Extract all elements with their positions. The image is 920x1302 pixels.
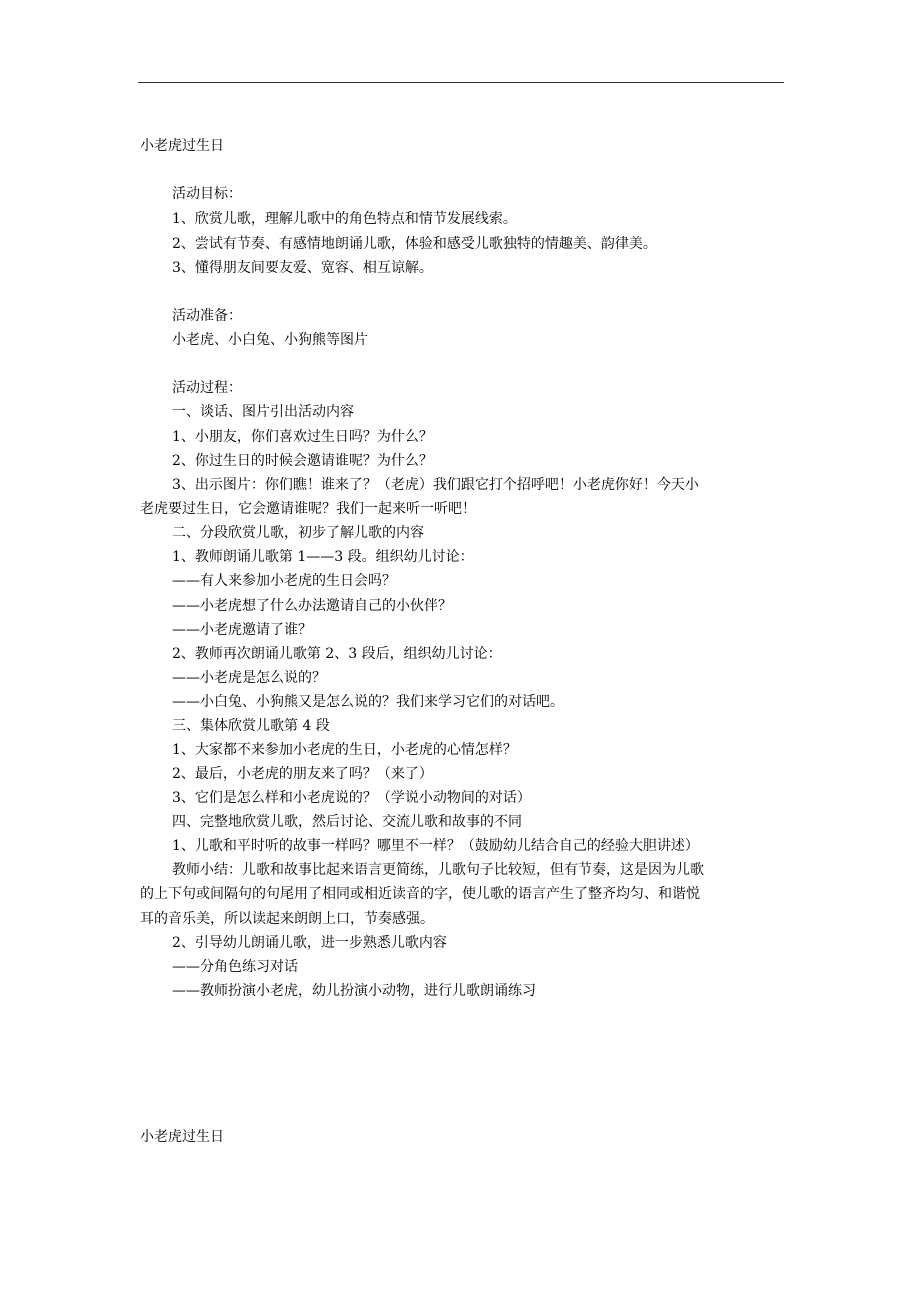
- section-title: 二、分段欣赏儿歌，初步了解儿歌的内容: [172, 525, 424, 541]
- discussion-item: ——小老虎是怎么说的？: [172, 670, 326, 686]
- summary-text: 耳的音乐美，所以读起来朗朗上口，节奏感强。: [140, 911, 434, 927]
- goal-item: 3、懂得朋友间要友爱、宽容、相互谅解。: [172, 260, 433, 276]
- discussion-item: ——小老虎想了什么办法邀请自己的小伙伴？: [172, 598, 452, 614]
- section-title: 四、完整地欣赏儿歌，然后讨论、交流儿歌和故事的不同: [172, 814, 522, 830]
- section-title: 一、谈话、图片引出活动内容: [172, 404, 354, 420]
- list-item: 1、大家都不来参加小老虎的生日，小老虎的心情怎样？: [172, 742, 517, 758]
- section-title: 三、集体欣赏儿歌第 4 段: [172, 718, 330, 734]
- list-item: 3、它们是怎么样和小老虎说的？（学说小动物间的对话）: [172, 790, 531, 806]
- discussion-item: ——教师扮演小老虎，幼儿扮演小动物，进行儿歌朗诵练习: [172, 983, 536, 999]
- header-rule: [138, 82, 784, 83]
- prep-heading: 活动准备：: [172, 308, 242, 324]
- list-item: 2、引导幼儿朗诵儿歌，进一步熟悉儿歌内容: [172, 935, 447, 951]
- discussion-item: ——小白兔、小狗熊又是怎么说的？我们来学习它们的对话吧。: [172, 694, 564, 710]
- summary-text: 教师小结：儿歌和故事比起来语言更简练，儿歌句子比较短，但有节奏，这是因为儿歌: [172, 862, 704, 878]
- list-item: 3、出示图片：你们瞧！谁来了？（老虎）我们跟它打个招呼吧！小老虎你好！今天小: [172, 477, 699, 493]
- goal-item: 1、欣赏儿歌，理解儿歌中的角色特点和情节发展线索。: [172, 211, 517, 227]
- goals-heading: 活动目标：: [172, 186, 242, 202]
- list-item: 1、儿歌和平时听的故事一样吗？哪里不一样？（鼓励幼儿结合自己的经验大胆讲述）: [172, 838, 699, 854]
- list-item: 2、你过生日的时候会邀请谁呢？为什么？: [172, 453, 433, 469]
- discussion-item: ——小老虎邀请了谁？: [172, 622, 312, 638]
- discussion-item: ——有人来参加小老虎的生日会吗？: [172, 573, 396, 589]
- page-title: 小老虎过生日: [140, 138, 224, 154]
- discussion-item: ——分角色练习对话: [172, 959, 298, 975]
- summary-text: 的上下句或间隔句的句尾用了相同或相近读音的字，使儿歌的语言产生了整齐均匀、和谐悦: [140, 886, 700, 902]
- list-item: 1、小朋友，你们喜欢过生日吗？为什么？: [172, 429, 433, 445]
- list-item: 2、最后，小老虎的朋友来了吗？（来了）: [172, 766, 433, 782]
- list-item-continued: 老虎要过生日，它会邀请谁呢？我们一起来听一听吧！: [140, 501, 476, 517]
- process-heading: 活动过程：: [172, 380, 242, 396]
- goal-item: 2、尝试有节奏、有感情地朗诵儿歌，体验和感受儿歌独特的情趣美、韵律美。: [172, 236, 657, 252]
- prep-text: 小老虎、小白兔、小狗熊等图片: [172, 332, 368, 348]
- list-item: 2、教师再次朗诵儿歌第 2、3 段后，组织幼儿讨论：: [172, 646, 502, 662]
- footer-title: 小老虎过生日: [140, 1129, 224, 1145]
- list-item: 1、教师朗诵儿歌第 1——3 段。组织幼儿讨论：: [172, 549, 474, 565]
